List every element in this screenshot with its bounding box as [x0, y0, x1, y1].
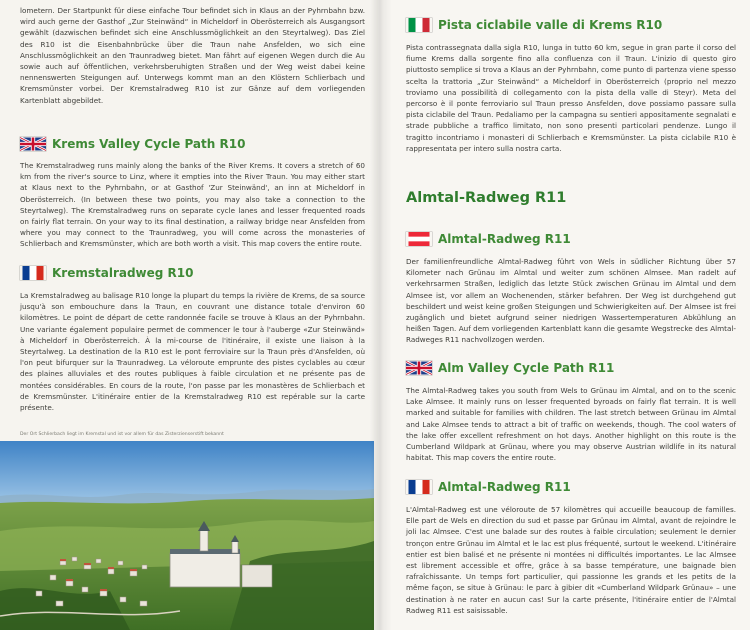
heading-fr-r10: [20, 266, 194, 280]
heading-en-r11: [406, 361, 614, 375]
intro-paragraph: lometern. Der Startpunkt für diese einfache Tour befindet sich in Klaus an der Pyhrnbahn bzw. wird auch gerne der Gasthof „Zur Steinwänd“ in Micheldorf in Oberösterreich als Ausgangsort gewählt (dazwischen befindet sich eine Anschlussmöglichkeit an den Steyrtalweg). Das Ziel des R10 ist die Eisenbahnbrücke über die Traun nahe Ansfelden, wo sich eine Anschlussmöglichkeit an den Traunradweg bietet. Man fährt auf eigenen Wegen durch die Au sowie auch auf öffentlichen, verkehrsberuhigten Straßen und der Weg weist dabei keine nennenswerten Steigungen auf. Unterwegs kommt man an den Klöstern Schlierbach und Kremsmünster vorbei. Der Kremstalradweg R10 ist zur Gänze auf dem vorliegenden Kartenblatt abgebildet.: [20, 6, 365, 105]
france-flag-icon: [20, 266, 46, 280]
heading-text: Almtal-Radweg R11: [438, 480, 571, 494]
heading-text: Kremstalradweg R10: [52, 266, 194, 280]
heading-fr-r11: [406, 480, 571, 494]
book-gutter: [370, 0, 392, 630]
de-paragraph-r11: Der familienfreundliche Almtal-Radweg führt von Wels in südlicher Richtung über 57 Kilometer nach Grünau im Almtal und weiter zum schönen Almsee. Man radelt auf verkehrsarmen Straßen, lediglich das letzte Stück zwischen Grünau im Almtal und dem Almsee ist, vor allem an Wochenenden, stärker befahren. Der Weg ist durchgehend gut beschildert und weist keine großen Steigungen und Schwierigkeiten auf. Der Almsee ist frei zugänglich und bietet aufgrund seiner niedrigen Wassertemperaturen Abkühlung an heißen Tagen. Auf dem vorliegenden Kartenblatt kann die gesamte Wegstrecke des Almtal-Radweges R11 nachvollzogen werden.: [406, 257, 736, 345]
heading-de-r11: [406, 232, 571, 246]
schlierbach-aerial-photo: [0, 441, 374, 630]
section-title-r11: Almtal-Radweg R11: [406, 190, 567, 206]
austria-flag-icon: [406, 232, 432, 246]
fr-paragraph-r10: La Kremstalradweg au balisage R10 longe la plupart du temps la rivière de Krems, de sa source jusqu'à son embouchure dans la Traun, en couvrant une distance totale d'environ 60 kilomètres. Le point de départ de cette randonnée facile se trouve à Klaus an der Pyhrnbahn. Une variante également populaire permet de commencer le tour à l'auberge «Zur Steinwänd» à Micheldorf in Oberösterreich. À la mi-course de l'itinéraire, il existe une liaison à la Steyrtalweg. La destination de la R10 est le pont ferroviaire sur la Traun près d'Ansfelden, où l'on peut bifurquer sur la Traunradweg. La véloroute emprunte des pistes cyclables au cœur des plaines alluviales et des routes publiques à faible circulation et ne présente pas de montées considérables. En cours de la route, l'on passe par les monastères de Schlierbach et de Kremsmünster. L'itinéraire entier de la Kremstalradweg R10 est repérable sur la carte présente.: [20, 291, 365, 413]
heading-text: Alm Valley Cycle Path R11: [438, 361, 615, 375]
fr-paragraph-r11: L'Almtal-Radweg est une véloroute de 57 kilomètres qui accueille beaucoup de familles. Elle part de Wels en direction du sud et passe par Grünau im Almtal, avant de rejoindre le joli lac Almsee. C'est une balade sur des routes à faible circulation; seulement le dernier tronçon entre Grünau im Almtal et le lac est plus fréquenté, surtout le weekend. L'itinéraire entier est bien balisé et ne présente ni montées ni difficultés importantes. Le lac Almsee est librement accessible et offre, grâce à sa basse température, une baignade bien rafraîchissante. Un temps fort particulier, qui passionne les grands et les petits de la même façon, se situe à Grünau: le parc à gibier dit «Cumberland Wildpark Grünau» – une destination à ne rater en aucun cas! Sur la carte présente, l'itinéraire entier de l'Almtal Radweg R11 est saisissable.: [406, 505, 736, 615]
heading-text: Krems Valley Cycle Path R10: [52, 137, 246, 151]
uk-flag-icon: [406, 361, 432, 375]
uk-flag-icon: [20, 137, 46, 151]
italy-flag-icon: [406, 18, 432, 32]
heading-en-r10: [20, 137, 245, 151]
heading-text: Pista ciclabile valle di Krems R10: [438, 18, 663, 32]
en-paragraph-r10: The Kremstalradweg runs mainly along the banks of the River Krems. It covers a stretch of 60 km from the river's source to Linz, where it empties into the River Traun. You may either start at Klaus next to the Pyhrnbahn, or at Gasthof 'Zur Steinwänd', an inn at Micheldorf in Oberösterreich. (In between these two points, you may also take a connection to the Steyrtalweg). The Kremstalradweg runs on separate cycle lanes and lesser frequented roads on fairly flat terrain. On your way to its final destination, a railway bridge near Ansfelden from where you may connect to the Traunradweg, you will come across the monasteries of Schlierbach and Kremsmünster, which are both worth a visit. This map covers the entire route.: [20, 161, 365, 249]
heading-text: Almtal-Radweg R11: [438, 232, 571, 246]
en-paragraph-r11: The Almtal-Radweg takes you south from Wels to Grünau im Almtal, and on to the scenic Lake Almsee. It mainly runs on lesser frequented byroads on fairly flat terrain. It is well marked and suitable for families with children. The last stretch between Grünau im Almtal and Lake Almsee tends to attract a bit of traffic on weekends, though. The cool waters of the lake offer excellent refreshment on hot days. Another highlight on this route is the Cumberland Wildpark at Grünau, where you may observe Austrian wildlife in its natural habitat. This map covers the entire route.: [406, 386, 736, 463]
heading-it-r10: [406, 18, 662, 32]
france-flag-icon: [406, 480, 432, 494]
photo-caption: Der Ort Schlierbach liegt im Kremstal und ist vor allem für das Zisterzienserstift bekannt: [20, 432, 224, 437]
it-paragraph-r10: Pista contrassegnata dalla sigla R10, lunga in tutto 60 km, segue in gran parte il corso del fiume Krems dalla sorgente fino alla confluenza con il Traun. L'inizio di questo giro piuttosto semplice si trova a Klaus an der Pyhrnbahn, come punto di partenza viene spesso scelta la trattoria „Zur Steinwänd“ a Micheldorf in Oberösterreich (proprio nel mezzo troviamo una possibilità di collegamento con la pista della valle di Steyr). Meta del percorso è il ponte ferroviario sul Traun presso Ansfelden, dove possiamo passare sulla pista ciclabile del Traun. Pedaliamo per la campagna su sentieri appositamente segnalati e strade pubbliche a traffico limitato, non sono presenti particolari pendenze. Lungo il tragitto incontriamo i monasteri di Schlierbach e Kremsmünster. La pista ciclabile R10 è rappresentata per intero sulla nostra carta.: [406, 43, 736, 153]
